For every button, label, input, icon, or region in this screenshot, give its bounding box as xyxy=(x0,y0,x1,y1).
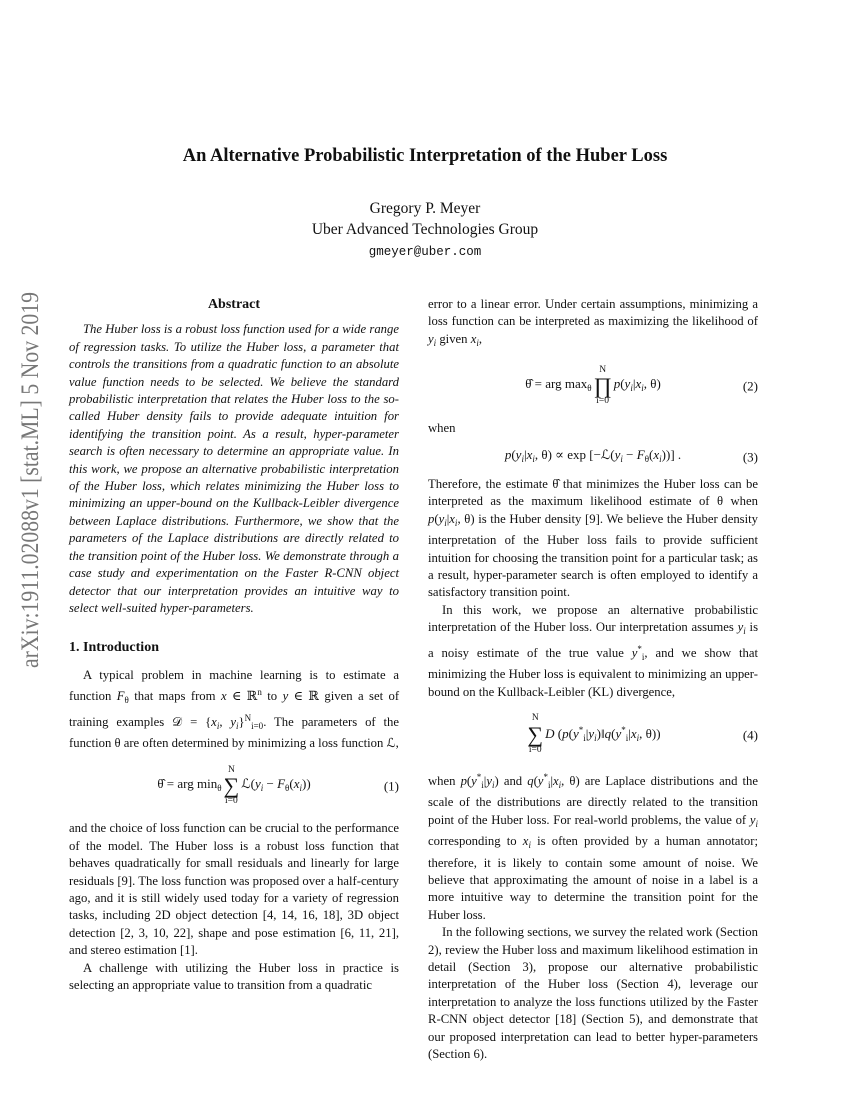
author-block xyxy=(100,198,750,263)
equation-2-number: (2) xyxy=(742,378,758,394)
abstract-text: The Huber loss is a robust loss function used for a wide range of regression tasks. To utilize the Huber loss, a parameter that controls the transitions from a quadratic function to an absolute value function needs to be selected. We believe the standard probabilistic interpretation that relates the Huber loss to the so-called Huber density fails to provide adequate intuition for identifying the transition point. As a result, hyper-parameter search is often necessary to determine an appropriate value. In this work, we propose an alternative probabilistic interpretation of the Huber loss, which relates minimizing the Huber loss to minimizing an upper-bound on the Kullback-Leibler divergence between Laplace distributions. Furthermore, we show that the parameters of the Laplace distributions are directly related to the transition point of the Huber loss. We demonstrate through a case study and experimentation on the Faster R-CNN object detector that our interpretation provides an intuitive way to select well-suited hyper-parameters. xyxy=(69,322,399,615)
right-paragraph-sections: In the following sections, we survey the related work (Section 2), review the Huber loss and maximum likelihood estimation in detail (Section 3), propose our alternative probabilistic interpretation of the Huber loss (Section 4), leverage our interpretation to analyze the loss functions utilized by the Faster R-CNN object detector [18] (Section 5), and demonstrate that our proposed interpretation can lead to better hyper-parameters (Section 6). xyxy=(428,925,758,1061)
right-paragraph-continuation: error to a linear error. Under certain assumptions, minimizing a loss function can be interpreted as maximizing the likelihood of $y_i$ given $x_i$, xyxy=(428,297,758,348)
introduction-heading: 1. Introduction xyxy=(69,640,159,656)
intro-paragraph-1: A typical problem in machine learning is to estimate a function $F_\theta$ that maps from x ∈ ℝ$^n$ to y ∈ ℝ given a set of training examples 𝒟 = {$x_i$, $y_i\}^N_{i=0}$. The parameters of the function θ are often determined by minimizing a loss function ℒ, xyxy=(69,667,400,750)
right-paragraph-laplace: when $p(y^*_i|y_i)$ and $q(y^*_i|x_i$, θ) are Laplace distributions and the scale of the distributions are directly related to the transition point of the Huber loss. For real-world problems, the value of $y_i$ corresponding to $x_i$ is often provided by a human annotator; therefore, it is likely to contain some amount of noise. We believe that approximating the amount of noise in a label is a more intuitive way to determine the transition point for the Huber loss. xyxy=(428,771,759,922)
equation-4-number: (4) xyxy=(742,727,758,743)
equation-1-number: (1) xyxy=(383,778,399,794)
intro-paragraph-3: A challenge with utilizing the Huber loss in practice is selecting an appropriate value to transition from a quadratic xyxy=(69,960,399,992)
abstract-heading: Abstract xyxy=(207,297,261,312)
right-column xyxy=(428,296,758,1063)
right-paragraph-therefore: Therefore, the estimate θ̂ that minimizes the Huber loss can be interpreted as the maximum likelihood estimate of θ when $p(y_i|x_i$, θ) is the Huber density [9]. We believe the Huber density interpretation of the Huber loss fails to provide sufficient intuition for choosing the transition point for a particular task; as a result, hyper-parameter search is often employed to identify a satisfactory transition point. xyxy=(428,477,758,600)
author-email[interactable]: gmeyer@uber.com xyxy=(368,245,482,259)
right-paragraph-work: In this work, we propose an alternative probabilistic interpretation of the Huber loss. Our interpretation assumes $y_i$ is a noisy estimate of the true value $y^*_i$, and we show that minimizing the Huber loss is equivalent to minimizing an upper-bound on the Kullback-Leibler (KL) divergence, xyxy=(428,602,759,699)
left-column xyxy=(69,296,399,994)
paper-title: An Alternative Probabilistic Interpretation of the Huber Loss xyxy=(182,146,668,166)
author-name: Gregory P. Meyer xyxy=(369,200,481,217)
equation-2: θ̂ = arg $\max_\theta$ N ∏ i=0 $p(y_i|x_i$, θ) (2) xyxy=(525,364,758,407)
equation-3: $p(y_i|x_i$, $\theta) \propto \exp [-ℒ(y_i - F_\theta(x_i))]$ . (3) xyxy=(504,446,758,465)
intro-paragraph-2: and the choice of loss function can be crucial to the performance of the model. The Huber loss is a robust loss function that behaves quadratically for small residuals and linearly for large residuals [9]. The loss function was proposed over a half-century ago, and it is still widely used today for a variety of regression tasks, including 2D object detection [4, 14, 16, 18], 3D object detection [2, 3, 10, 22], shape and pose estimation [6, 11, 21], and stereo estimation [1]. xyxy=(69,821,399,958)
arxiv-stamp-text: arXiv:1911.02088v1 [stat.ML] 5 Nov 2019 xyxy=(17,290,44,668)
when-label: when xyxy=(428,421,456,436)
author-affiliation: Uber Advanced Technologies Group xyxy=(311,221,539,238)
equation-3-number: (3) xyxy=(742,449,758,465)
equation-1: θ̂ = arg $\min_\theta$ N ∑ i=0 $ℒ(y_i - F_\theta(x_i))$ (1) xyxy=(157,764,399,807)
arxiv-sidebar-stamp xyxy=(4,290,48,670)
equation-4: N ∑ i=0 D ($p(y^*_i|y_i)‖q(y^*_i|x_i$, θ)) (4) xyxy=(527,713,758,755)
